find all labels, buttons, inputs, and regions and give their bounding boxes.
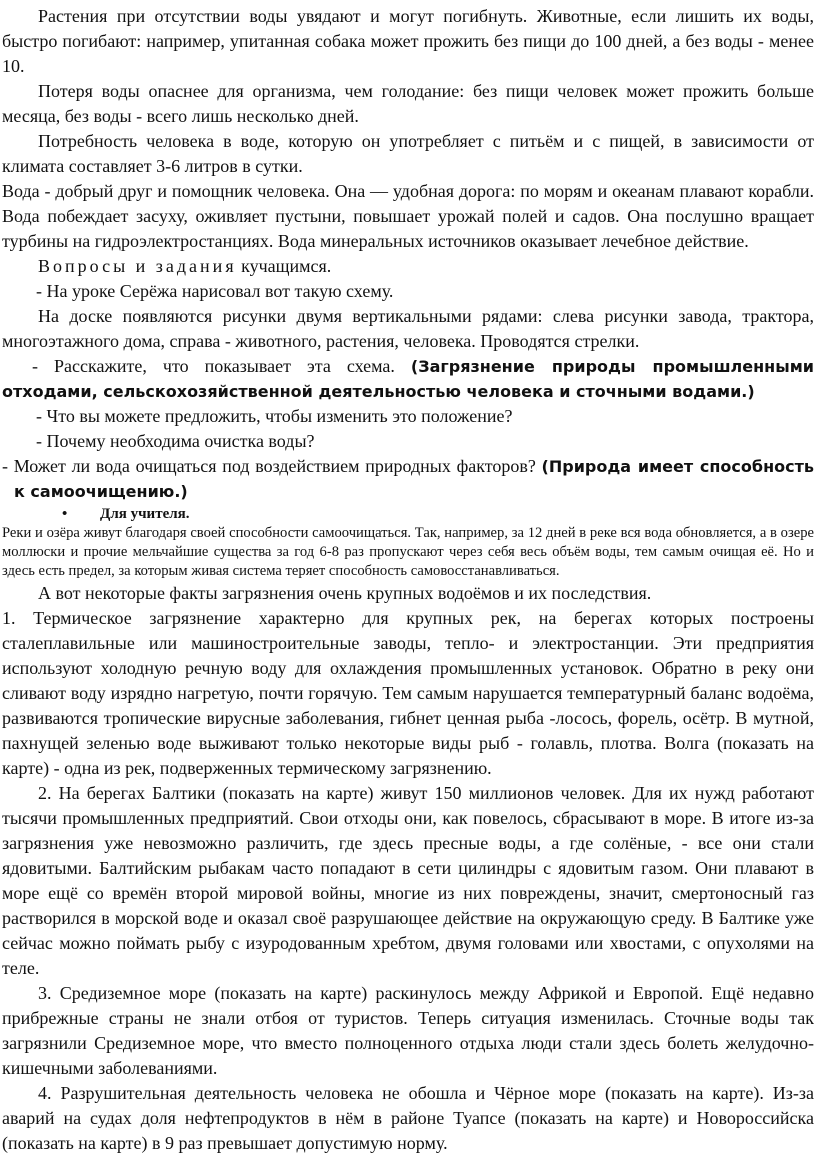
question-3: - Что вы можете предложить, чтобы изменить это положение? (36, 406, 513, 426)
bullet-icon: • (62, 506, 68, 522)
question-5-answer: (Природа имеет способность к самоочищению.) (14, 457, 814, 501)
fact-2: 2. На берегах Балтики (показать на карте) живут 150 миллионов человек. Для их нужд работают тысячи промышленных предприятий. Свои отходы они, как повелось, сбрасывают в море. В итоге из-за загрязнения уже невозможно различить, где здесь пресные воды, а где солёные, - все они стали ядовитыми. Балтийским рыбакам часто попадают в сети цилиндры с ядовитым газом. Они плавают в море ещё со времён второй мировой войны, многие из них повреждены, значит, смертоносный газ растворился в морской воде и оказал своё разрушающее действие на окружающую среду. В Балтике уже сейчас можно поймать рыбу с изуродованным хребтом, двумя головами или хвостами, с опухолями на теле. (2, 783, 814, 978)
teacher-note-text: Реки и озёра живут благодаря своей способности самоочищаться. Так, например, за 12 дней в реке вся вода обновляется, а в озере моллюски и прочие мельчайшие существа за год 6-8 раз пропускают через себя весь объём воды, тем самым очищая её. Но и здесь есть предел, за которым живая система теряет способность самовосстанавливаться. (2, 525, 814, 579)
question-1: - На уроке Серёжа нарисовал вот такую схему. (36, 281, 394, 301)
question-2-answer: (Загрязнение природы промышленными отходами, сельскохозяйственной деятельностью человека и сточными водами.) (2, 357, 814, 401)
questions-heading (2, 254, 814, 279)
paragraph-plants-water: Растения при отсутствии воды увядают и могут погибнуть. Животные, если лишить их воды, быстро погибают: например, упитанная собака может прожить без пищи до 100 дней, а без воды - менее 10. (2, 6, 814, 76)
question-2-text: - Расскажите, что показывает эта схема. (32, 356, 411, 376)
teacher-note-heading (2, 504, 814, 524)
question-5-text: - Может ли вода очищаться под воздействием природных факторов? (2, 456, 542, 476)
question-5 (2, 454, 814, 504)
questions-heading-rest: кучащимся. (236, 256, 332, 276)
fact-1: 1. Термическое загрязнение характерно для крупных рек, на берегах которых построены сталеплавильные или машиностроительные заводы, тепло- и электростанции. Эти предприятия используют холодную речную воду для охлаждения промышленных установок. Обратно в реку они сливают воду изрядно нагретую, почти горячую. Тем самым нарушается температурный баланс водоёма, развиваются тропические вирусные заболевания, гибнет ценная рыба -лосось, форель, осётр. В мутной, пахнущей зеленью воде выживают только некоторые виды рыб - голавль, плотва. Волга (показать на карте) - одна из рек, подверженных термическому загрязнению. (2, 608, 814, 778)
questions-heading-spaced: Вопросы и задания (38, 256, 237, 276)
question-4: - Почему необходима очистка воды? (36, 431, 315, 451)
question-2 (2, 354, 814, 404)
fact-4: 4. Разрушительная деятельность человека не обошла и Чёрное море (показать на карте). Из-за аварий на судах доля нефтепродуктов в нём в районе Туапсе (показать на карте) и Новороссийска (показать на карте) в 9 раз превышает допустимую норму. (2, 1083, 814, 1153)
paragraph-water-need: Потребность человека в воде, которую он употребляет с питьём и с пищей, в зависимости от климата составляет 3-6 литров в сутки. (2, 131, 814, 176)
facts-intro: А вот некоторые факты загрязнения очень крупных водоёмов и их последствия. (38, 583, 652, 603)
question-1-description: На доске появляются рисунки двумя вертикальными рядами: слева рисунки завода, трактора, многоэтажного дома, справа - животного, растения, человека. Проводятся стрелки. (2, 306, 814, 351)
paragraph-water-loss: Потеря воды опаснее для организма, чем голодание: без пищи человек может прожить больше месяца, без воды - всего лишь несколько дней. (2, 81, 814, 126)
teacher-note-label: Для учителя. (100, 506, 190, 522)
fact-3: 3. Средиземное море (показать на карте) раскинулось между Африкой и Европой. Ещё недавно прибрежные страны не знали отбоя от туристов. Теперь ситуация изменилась. Сточные воды так загрязнили Средиземное море, что вместо полноценного отдыха люди стали здесь болеть желудочно-кишечными заболеваниями. (2, 983, 814, 1078)
paragraph-water-friend: Вода - добрый друг и помощник человека. Она — удобная дорога: по морям и океанам плавают корабли. Вода побеждает засуху, оживляет пустыни, повышает урожай полей и садов. Она послушно вращает турбины на гидроэлектростанциях. Вода минеральных источников оказывает лечебное действие. (2, 181, 814, 251)
